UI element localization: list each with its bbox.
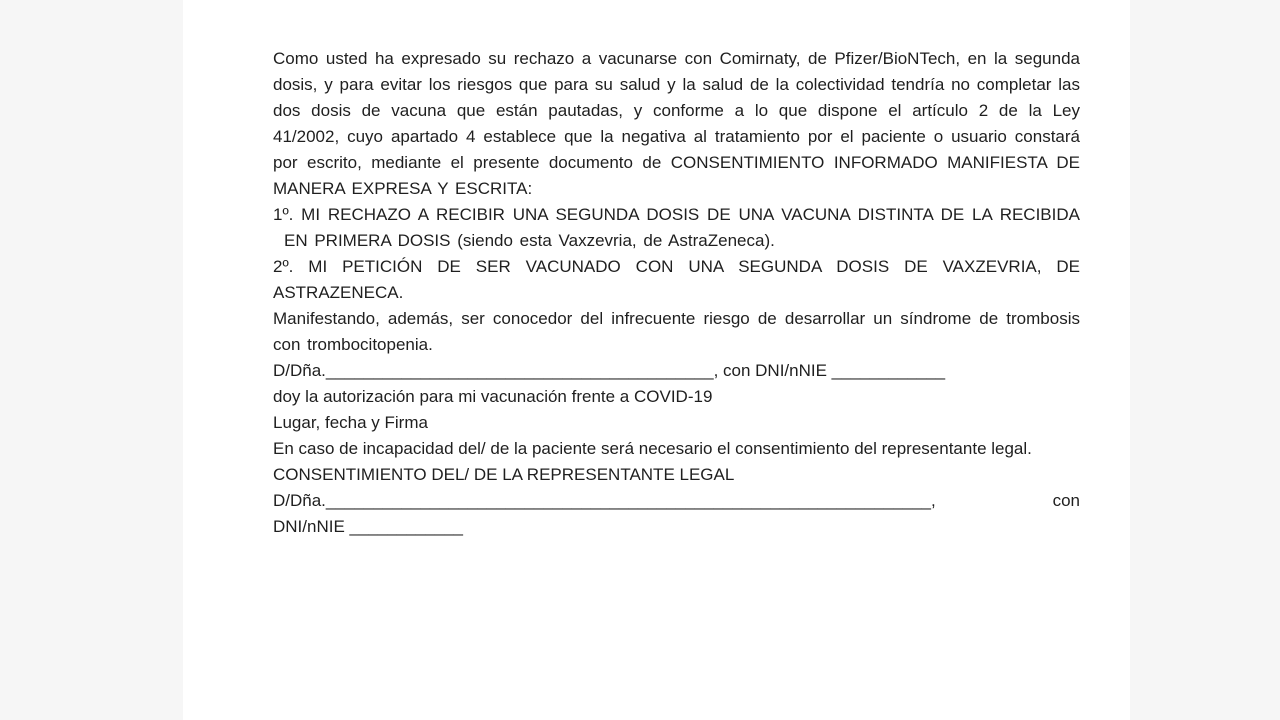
- incapacity-note: En caso de incapacidad del/ de la paciente será necesario el consentimiento del representante legal.: [273, 439, 1032, 458]
- patient-name-blank-field: _________________________________________: [325, 361, 714, 380]
- patient-identity-line: [273, 358, 1080, 384]
- intro-paragraph: Como usted ha expresado su rechazo a vacunarse con Comirnaty, de Pfizer/BioNTech, en la segunda dosis, y para evitar los riesgos que para su salud y la salud de la colectividad tendría no completar las dos dosis de vacuna que están pautadas, y conforme a lo que dispone el artículo 2 de la Ley 41/2002, cuyo apartado 4 establece que la negativa al tratamiento por el paciente o usuario constará por escrito, mediante el presente documento de CONSENTIMIENTO INFORMADO MANIFIESTA DE MANERA EXPRESA Y ESCRITA:: [273, 49, 1080, 198]
- representative-name-segment: [273, 488, 936, 514]
- representative-name-label: D/Dña.: [273, 491, 326, 510]
- patient-dni-blank-field: ____________: [831, 361, 946, 380]
- viewer-left-margin-area: [0, 0, 183, 720]
- consent-form-page: [183, 0, 1130, 720]
- viewer-right-margin-area: [1130, 0, 1280, 720]
- patient-name-label: D/Dña.: [273, 361, 326, 380]
- clipped-bottom-line: DNI/nNIE ____________: [273, 517, 463, 536]
- clause-2-request: 2º. MI PETICIÓN DE SER VACUNADO CON UNA SEGUNDA DOSIS DE VAXZEVRIA, DE ASTRAZENECA.: [273, 257, 1080, 302]
- clause-1-refusal: 1º. MI RECHAZO A RECIBIR UNA SEGUNDA DOSIS DE UNA VACUNA DISTINTA DE LA RECIBIDA EN PRIMERA DOSIS (siendo esta Vaxzevria, de AstraZeneca).: [273, 205, 1080, 250]
- place-date-signature-label: Lugar, fecha y Firma: [273, 413, 428, 432]
- representative-identity-line: [273, 488, 1080, 514]
- risk-acknowledgement-paragraph: Manifestando, además, ser conocedor del infrecuente riesgo de desarrollar un síndrome de trombosis con trombocitopenia.: [273, 309, 1080, 354]
- representative-line-comma: ,: [931, 491, 936, 510]
- patient-dni-label: , con DNI/nNIE: [713, 361, 832, 380]
- representative-name-blank-field: ________________________________________________________________: [325, 491, 932, 510]
- representative-line-trailing-word: con: [1052, 491, 1080, 510]
- representative-consent-heading: CONSENTIMIENTO DEL/ DE LA REPRESENTANTE LEGAL: [273, 465, 735, 484]
- authorization-statement: doy la autorización para mi vacunación frente a COVID-19: [273, 387, 713, 406]
